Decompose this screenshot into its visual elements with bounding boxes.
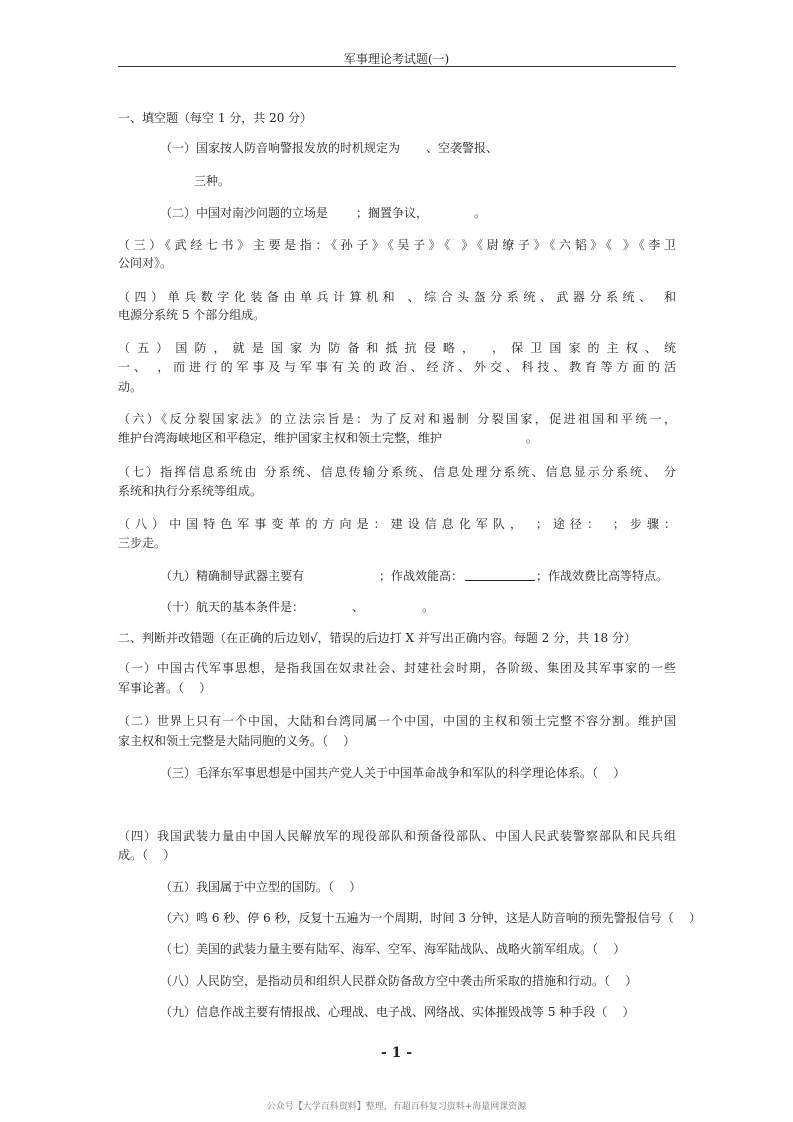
q1-8-line1: （八）中国特色军事变革的方向是：建设信息化军队， ；途径： ；步骤： <box>118 517 676 531</box>
q1-2-part-c: 。 <box>474 206 487 220</box>
q2-4-line2: 成。（ ） <box>118 848 176 862</box>
q1-2-part-b: ；搁置争议， <box>356 206 429 220</box>
q1-3-line1: （三）《武经七书》主要是指：《孙子》《吴子》《 》《尉缭子》《六韬》《 》《李卫 <box>118 238 676 252</box>
q1-1-part-c: 三种。 <box>194 174 231 188</box>
q2-6: （六）鸣 6 秒、停 6 秒，反复十五遍为一个周期，时间 3 分钟，这是人防音响的预先警报信号（ ） <box>160 911 702 925</box>
q1-1-part-a: （一）国家按人防音响警报发放的时机规定为 <box>160 141 401 155</box>
q1-5-line1: （五）国防，就是国家为防备和抵抗侵略， ，保卫国家的主权、统 <box>118 341 676 355</box>
q1-10-part-a: （十）航天的基本条件是： <box>160 600 305 614</box>
q1-5-line2: 一、 ，而进行的军事及与军事有关的政治、经济、外交、科技、教育等方面的活 <box>118 360 676 374</box>
footer-watermark: 公众号【大学百科资料】整理，有超百科复习资料+海量网课资源 <box>266 1102 527 1112</box>
q1-6-line1: （六）《反分裂国家法》的立法宗旨是：为了反对和遏制 分裂国家，促进祖国和平统一， <box>118 412 676 426</box>
q1-7-line1: （七）指挥信息系统由 分系统、信息传输分系统、信息处理分系统、信息显示分系统、 分 <box>118 465 676 479</box>
page-number: - 1 - <box>380 1045 413 1061</box>
q1-2-part-a: （二）中国对南沙问题的立场是 <box>160 206 329 220</box>
q1-9-part-b: ；作战效能高： <box>379 569 464 583</box>
q1-7-line2: 系统和执行分系统等组成。 <box>118 484 263 498</box>
q2-2-line2: 家主权和领土完整是大陆同胞的义务。（ ） <box>118 734 356 748</box>
q1-6-line2: 维护台湾海峡地区和平稳定，维护国家主权和领土完整，维护 。 <box>118 431 538 445</box>
q1-5-line3: 动。 <box>118 380 143 394</box>
q1-1-part-b: 、空袭警报、 <box>426 141 499 155</box>
q2-1-line1: （一）中国古代军事思想，是指我国在奴隶社会、封建社会时期，各阶级、集团及其军事家的一些 <box>118 661 676 675</box>
q1-9-part-c: ；作战效费比高等特点。 <box>536 569 669 583</box>
q2-9: （九）信息作战主要有情报战、心理战、电子战、网络战、实体摧毁战等 5 种手段（ ） <box>160 1005 635 1019</box>
page-header-title: 军事理论考试题(一) <box>343 52 450 66</box>
q2-8: （八）人民防空，是指动员和组织人民群众防备敌方空中袭击所采取的措施和行动。（ ） <box>160 974 638 988</box>
q2-5: （五）我国属于中立型的国防。（ ） <box>160 880 362 894</box>
section1-heading: 一、填空题（每空 1 分，共 20 分） <box>118 111 313 125</box>
q1-10-part-b: 、 <box>352 600 365 614</box>
q1-10-part-c: 。 <box>422 600 435 614</box>
q2-3: （三）毛泽东军事思想是中国共产党人关于中国革命战争和军队的科学理论体系。（ ） <box>160 766 626 780</box>
q1-4-line1: （四）单兵数字化装备由单兵计算机和 、综合头盔分系统、武器分系统、 和 <box>118 290 676 304</box>
q1-8-line2: 三步走。 <box>118 536 167 550</box>
section2-heading: 二、判断并改错题（在正确的后边划√，错误的后边打 X 并写出正确内容。每题 2 分，共 18 分） <box>118 631 636 645</box>
q2-4-line1: （四）我国武装力量由中国人民解放军的现役部队和预备役部队、中国人民武装警察部队和民兵组 <box>118 829 676 843</box>
header-rule <box>118 66 676 67</box>
q1-4-line2: 电源分系统 5 个部分组成。 <box>118 308 266 322</box>
q2-1-line2: 军事论著。（ ） <box>118 681 212 695</box>
q2-2-line1: （二）世界上只有一个中国，大陆和台湾同属一个中国，中国的主权和领土完整不容分割。维护国 <box>118 714 676 728</box>
q1-9-answer-blank <box>465 580 535 581</box>
q1-9-part-a: （九）精确制导武器主要有 <box>160 569 305 583</box>
q2-7: （七）美国的武装力量主要有陆军、海军、空军、海军陆战队、战略火箭军组成。（ ） <box>160 942 626 956</box>
q1-3-line2: 公问对》。 <box>118 256 173 270</box>
